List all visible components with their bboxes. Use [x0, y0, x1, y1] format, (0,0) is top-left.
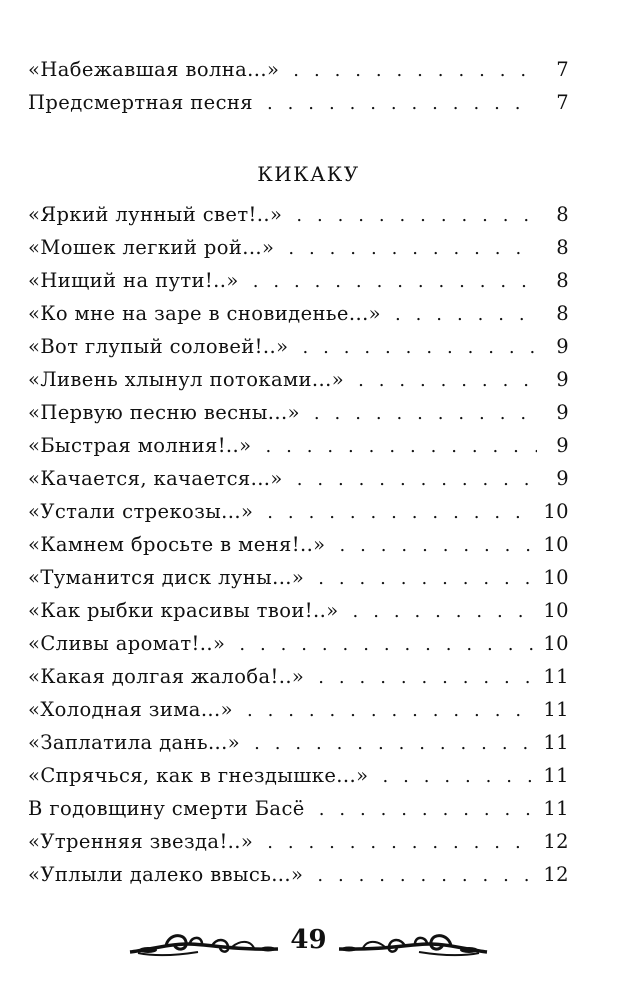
toc-entry-page: 8 [556, 302, 569, 325]
toc-entry-title: «Нищий на пути!..» [28, 269, 239, 292]
toc-entry-title: «Мошек легкий рой...» [28, 236, 275, 259]
toc-entry-title: «Туманится диск луны...» [28, 566, 305, 589]
toc-leader-dots [302, 337, 537, 358]
toc-leader-dots [247, 700, 533, 721]
toc-entry-page: 11 [543, 731, 569, 754]
toc-entry-title: «Ливень хлынул потоками...» [28, 368, 345, 391]
toc-leader-dots [395, 304, 537, 325]
toc-leader-dots [382, 766, 533, 787]
toc-entry-title: «Ко мне на заре в сновиденье...» [28, 302, 382, 325]
toc-entry-page: 10 [543, 500, 569, 523]
toc-entry-page: 11 [543, 665, 569, 688]
toc-leader-dots [288, 238, 537, 259]
toc-entry [28, 269, 569, 302]
toc-entry-page: 9 [556, 434, 569, 457]
toc-leader-dots [318, 667, 533, 688]
toc-entry-title: «Камнем бросьте в меня!..» [28, 533, 326, 556]
toc-entry [28, 203, 569, 236]
toc-entry [28, 632, 569, 665]
toc-entry [28, 467, 569, 500]
toc-entry-page: 10 [543, 533, 569, 556]
toc-leader-dots [267, 93, 537, 114]
toc-leader-dots [353, 601, 534, 622]
toc-entry [28, 665, 569, 698]
toc-entry-title: «Быстрая молния!..» [28, 434, 252, 457]
toc-entry [28, 236, 569, 269]
toc-entry-page: 10 [543, 566, 569, 589]
toc-entry [28, 401, 569, 434]
toc-entry [28, 764, 569, 797]
toc-entry-page: 9 [556, 368, 569, 391]
toc-entry [28, 434, 569, 467]
toc-entry-page: 9 [556, 401, 569, 424]
toc-entry-title: «Как рыбки красивы твои!..» [28, 599, 339, 622]
toc-entry-page: 10 [543, 632, 569, 655]
toc-leader-dots [317, 865, 533, 886]
toc-entry-title: «Яркий лунный свет!..» [28, 203, 283, 226]
toc-entry-page: 8 [556, 203, 569, 226]
toc-entry [28, 599, 569, 632]
toc-entry-page: 9 [556, 467, 569, 490]
toc-group-kikaku [28, 203, 569, 896]
toc-entry-title: «Спрячься, как в гнездышке...» [28, 764, 369, 787]
toc-leader-dots [314, 403, 537, 424]
toc-entry-title: «Холодная зима...» [28, 698, 233, 721]
toc-entry-title: «Устали стрекозы...» [28, 500, 254, 523]
toc-entry-page: 12 [543, 863, 569, 886]
toc-leader-dots [319, 799, 534, 820]
section-heading: КИКАКУ [257, 162, 360, 186]
toc-entry-page: 9 [556, 335, 569, 358]
toc-leader-dots [267, 502, 533, 523]
toc-leader-dots [239, 634, 533, 655]
toc-entry [28, 58, 569, 91]
toc-leader-dots [265, 436, 537, 457]
toc-entry-title: «Набежавшая волна...» [28, 58, 280, 81]
toc-entry [28, 533, 569, 566]
toc-entry-title: «Вот глупый соловей!..» [28, 335, 289, 358]
toc-entry-title: Предсмертная песня [28, 91, 254, 114]
toc-entry-page: 8 [556, 236, 569, 259]
toc-leader-dots [293, 60, 537, 81]
page-number: 49 [290, 925, 327, 955]
toc-entry-title: «Уплыли далеко ввысь...» [28, 863, 304, 886]
toc-entry-title: «Первую песню весны...» [28, 401, 300, 424]
toc-entry [28, 368, 569, 401]
toc-entry-title: В годовщину смерти Басё [28, 797, 305, 820]
toc-leader-dots [318, 568, 533, 589]
toc-entry-page: 11 [543, 764, 569, 787]
toc-entry-page: 12 [543, 830, 569, 853]
toc-entry [28, 91, 569, 124]
toc-entry [28, 302, 569, 335]
toc-entry [28, 566, 569, 599]
toc-entry [28, 830, 569, 863]
toc-leader-dots [340, 535, 534, 556]
toc-entry-page: 7 [556, 91, 569, 114]
toc-entry-title: «Сливы аромат!..» [28, 632, 226, 655]
toc-entry-page: 11 [543, 797, 569, 820]
toc-leader-dots [296, 205, 537, 226]
toc-entry [28, 797, 569, 830]
toc-leader-dots [254, 733, 533, 754]
toc-group-basho-end [28, 58, 569, 124]
toc-entry [28, 731, 569, 764]
toc-entry [28, 863, 569, 896]
toc-entry [28, 335, 569, 368]
toc-entry-page: 7 [556, 58, 569, 81]
toc-entry-page: 10 [543, 599, 569, 622]
toc-leader-dots [267, 832, 533, 853]
toc-entry-title: «Качается, качается...» [28, 467, 283, 490]
flourish-ornament-right-icon [337, 922, 489, 962]
toc-entry-title: «Утренняя звезда!..» [28, 830, 254, 853]
toc-entry [28, 698, 569, 731]
toc-leader-dots [358, 370, 537, 391]
toc-leader-dots [253, 271, 537, 292]
toc-entry-page: 8 [556, 269, 569, 292]
toc-entry-page: 11 [543, 698, 569, 721]
toc-leader-dots [297, 469, 537, 490]
toc-entry-title: «Какая долгая жалоба!..» [28, 665, 305, 688]
page-footer [0, 922, 617, 966]
toc-entry-title: «Заплатила дань...» [28, 731, 241, 754]
toc-entry [28, 500, 569, 533]
